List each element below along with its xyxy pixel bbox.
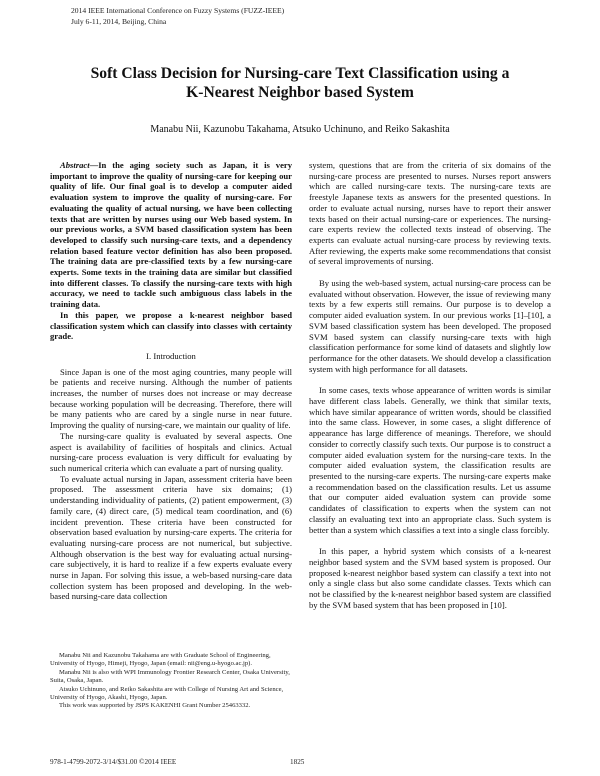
conference-date: July 6-11, 2014, Beijing, China bbox=[71, 16, 167, 26]
footnote: This work was supported by JSPS KAKENHI Grant Number 25463332. bbox=[59, 702, 251, 710]
intro-paragraph-1: Since Japan is one of the most aging countries, many people will be patients and receive nursing. Although the number of patients increases, the number of nurses does not increase or may decrease because working population will be decreasing. Therefore, there will be many patients who are cared by a single nurse in near future. Improving the quality of nursing-care, we maintain our quality of life. bbox=[50, 366, 292, 431]
right-paragraph-4: In this paper, a hybrid system which consists of a k-nearest neighbor based system and the SVM based system is proposed. Our proposed k-nearest neighbor based system can classify a text into not only a single class but also some candidate classes. Texts which can not be classified by the k-nearest neighbor based system are classified by the SVM based system that has been proposed in [10]. bbox=[309, 546, 551, 610]
abstract-text: In the aging society such as Japan, it is very important to improve the quality of nursing-care for keeping our quality of life. Our final goal is to develop a computer aided evaluation system to improve the quality of nursing-care. For evaluating the quality of actual nursing, we have been collecting texts that are written by nurses using our Web based system. In our previous works, a SVM based classification system has been developed to classify such nursing-care texts, and a dependency relation based feature vector definition has also been proposed. The training data are pre-classified texts by a few nursing-care experts. Some texts in the training data are similar but classified into different classes. To classify the nursing-care texts with high accuracy, we need to tackle such ambiguous class labels in the training data. bbox=[50, 160, 292, 310]
section-heading-introduction: I. Introduction bbox=[146, 350, 196, 361]
conference-header bbox=[71, 6, 284, 27]
abstract bbox=[50, 160, 292, 310]
conference-name: 2014 IEEE International Conference on Fuzzy Systems (FUZZ-IEEE) bbox=[71, 6, 285, 15]
paragraph-gap bbox=[309, 535, 551, 546]
footnotes bbox=[50, 652, 292, 711]
footnote: Atsuko Uchinuno, and Reiko Sakashita are with College of Nursing Art and Science, University of Hyogo, Akashi, Hyogo, Japan. bbox=[50, 685, 284, 702]
footnote: Manabu Nii is also with WPI Immunology Frontier Research Center, Osaka University, Suita, Osaka, Japan. bbox=[50, 668, 290, 685]
abstract-label: Abstract— bbox=[60, 160, 99, 170]
authors: Manabu Nii, Kazunobu Takahama, Atsuko Uchinuno, and Reiko Sakashita bbox=[150, 124, 450, 135]
paragraph-gap bbox=[309, 374, 551, 385]
right-paragraph-2: By using the web-based system, actual nursing-care process can be evaluated without observation. However, the issue of reviewing many texts by a few experts still remains. Our purpose is to develop a computer aided evaluation system. In our previous works [1]–[10], a SVM based classification system has been developed. The proposed SVM based system can classify nursing-care texts with high classification performance for some kind of datasets and slightly low performance for the other datasets. We should develop a classification system with high performance for all datasets. bbox=[309, 278, 551, 374]
footnote: Manabu Nii and Kazunobu Takahama are with Graduate School of Engineering, University of Hyogo, Himeji, Hyogo, Japan (email: nii@eng.u-hyogo.ac.jp). bbox=[50, 652, 271, 668]
left-column bbox=[50, 160, 292, 602]
right-paragraph-3: In some cases, texts whose appearance of written words is similar have different class labels. Generally, we think that similar texts, which have similar appearance of written words, should be classified into the same class. However, in some cases, a slight difference of appearance has large difference of meanings. Therefore, we should consider to correctly classify such texts. Our purpose is to construct a computer aided evaluation system for the nursing-care texts. In the computer aided evaluation system, the classification results are presented to the nursing-care experts. The nursing-care experts make a recommendation based on the classification results. Let us assume that our computer aided evaluation system can provide some candidates of classification to experts when the system can not classify an evaluating text into an appropriate class. Such system is better than a system which classifies a text into a single class forcibly. bbox=[309, 385, 551, 535]
intro-paragraph-2: The nursing-care quality is evaluated by several aspects. One aspect is availability of facilities of hospitals and clinics. Actual nursing-care process evaluation is very difficult for evaluating by such numerical criteria which can evaluate a part of nursing quality. bbox=[50, 430, 292, 473]
right-column bbox=[309, 160, 551, 610]
intro-paragraph-3: To evaluate actual nursing in Japan, assessment criteria have been proposed. The assessment criteria have six domains; (1) understanding individuality of patients, (2) patient empowerment, (3) family care, (4) direct care, (5) medical team coordination, and (6) incident prevention. These criteria have been constructed for observation based evaluation by nursing-care experts. The criteria for evaluating nursing-care process are not numerical, but subjective. Although observation is the best way for evaluating actual nursing-care subjectively, it is hard to realize if a few experts evaluate every nurse in Japan. For solving this issue, a web-based nursing-care data collection system has been proposed and developing. In the web-based nursing-care data collection bbox=[50, 473, 292, 602]
title-line-1: Soft Class Decision for Nursing-care Text Classification using a bbox=[90, 65, 510, 82]
right-paragraph-1: system, questions that are from the criteria of six domains of the nursing-care process are presented to nurses. Nurses report answers which are called nursing-care texts. The nursing-care texts are freestyle Japanese texts as answers for the presented questions. In order to evaluate actual nursing, nurses have to report their answer texts based on their actual nursing-care or experiences. The nursing-care experts review the collected texts instead of observing. The experts can evaluate actual nursing-care process by reviewing texts. After reviewing, the experts make some recommendations that consist of several improvements of nursing. bbox=[309, 160, 551, 267]
paper-title bbox=[40, 64, 560, 102]
isbn-copyright: 978-1-4799-2072-3/14/$31.00 ©2014 IEEE bbox=[50, 758, 177, 766]
abstract-paragraph-2: In this paper, we propose a k-nearest neighbor based classification system which can classify into classes with certainty grade. bbox=[50, 309, 292, 342]
page-number: 1825 bbox=[290, 758, 305, 766]
title-line-2: K-Nearest Neighbor based System bbox=[186, 84, 414, 101]
paragraph-gap bbox=[309, 267, 551, 278]
